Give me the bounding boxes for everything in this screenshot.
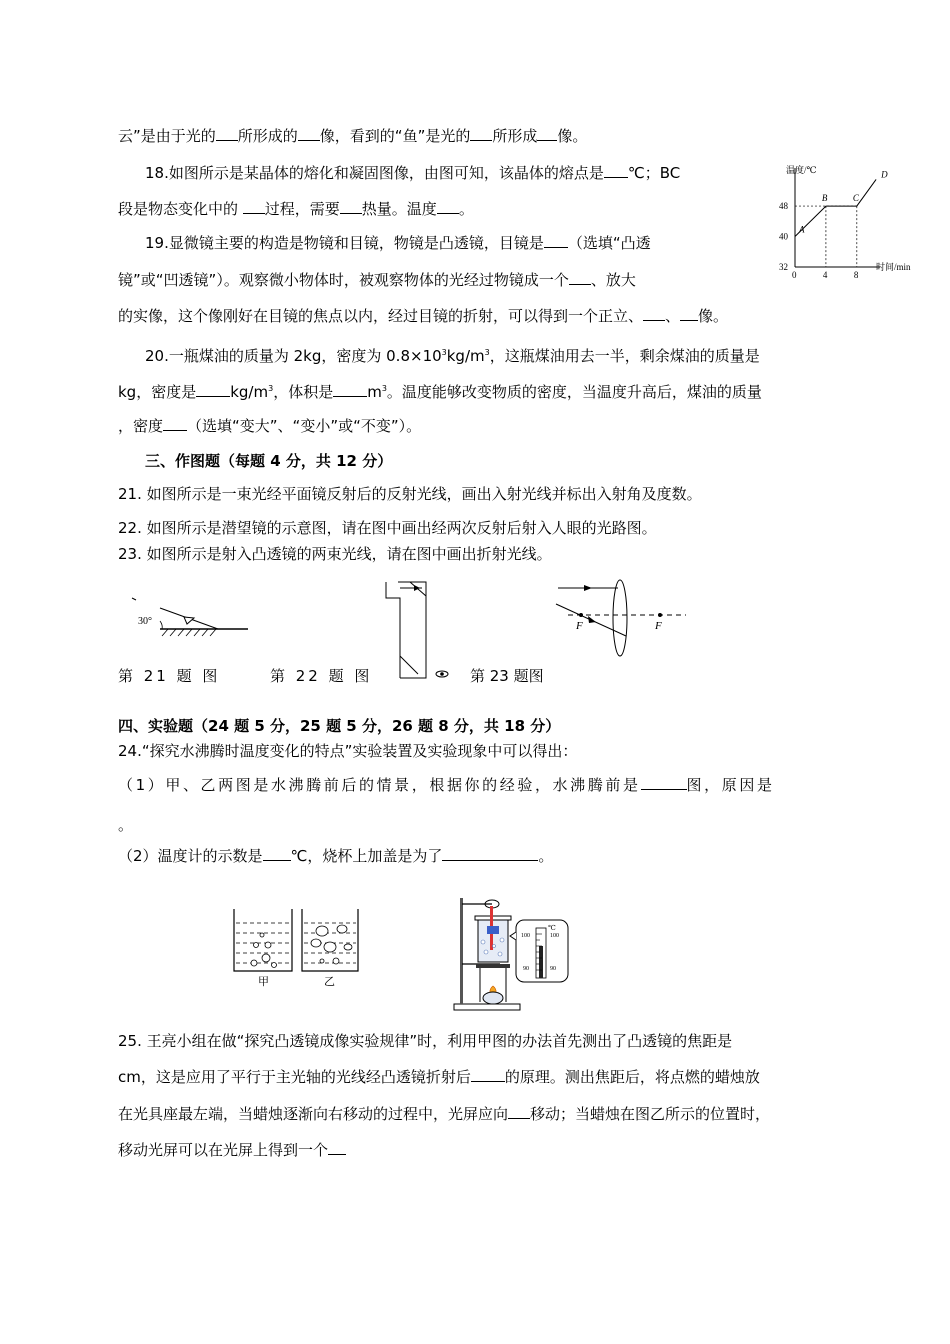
melting-graph [762, 160, 932, 280]
graph-ylabel: 温度/℃ [786, 165, 817, 175]
graph-point-label: B [821, 193, 828, 204]
q19-line1: 19.显微镜主要的构造是物镜和目镜，物镜是凸透镜，目镜是 （选填“凸透 [145, 234, 651, 252]
fig21-angle-label: 30° [138, 616, 152, 627]
section4-title: 四、实验题（24 题 5 分，25 题 5 分，26 题 8 分，共 18 分） [118, 717, 561, 735]
beakers-figure [226, 903, 366, 987]
graph-y-tick: 32 [779, 262, 788, 272]
q17-line: 云”是由于光的 所形成的 像，看到的“鱼”是光的 所形成 像。 [118, 127, 588, 145]
focus-right-label: F [655, 620, 662, 632]
label-yi: 乙 [324, 976, 335, 987]
graph-xlabel: 时间/min [876, 262, 911, 272]
graph-x-tick: 0 [792, 270, 797, 280]
q24-p1: （1）甲、乙两图是水沸腾前后的情景，根据你的经验，水沸腾前是 图，原因是 [118, 776, 775, 794]
lens-shape [613, 580, 627, 656]
thermo-90-left: 90 [523, 966, 529, 972]
q24-intro: 24.“探究水沸腾时温度变化的特点”实验装置及实验现象中可以得出： [118, 742, 578, 760]
eye-icon [436, 671, 448, 677]
graph-point-label: A [799, 224, 805, 235]
thermo-unit: ℃ [548, 924, 556, 932]
q19-line2: 镜”或“凹透镜”）。观察微小物体时，被观察物体的光经过物镜成一个 、放大 [118, 271, 636, 289]
section3-title: 三、作图题（每题 4 分，共 12 分） [145, 452, 393, 470]
q25-line3: 在光具座最左端，当蜡烛逐渐向右移动的过程中，光屏应向 移动；当蜡烛在图乙所示的位置时， [118, 1105, 771, 1123]
graph-x-tick: 8 [853, 270, 859, 280]
graph-y-tick: 40 [779, 231, 788, 242]
thermo-90-right: 90 [550, 966, 556, 972]
q20-line3: ，密度 （选填“变大”、“变小”或“不变”）。 [118, 417, 422, 435]
fig22-periscope [378, 578, 458, 682]
graph-point-label: D [881, 169, 888, 180]
graph-series-line [795, 179, 876, 236]
thermo-100-left: 100 [521, 933, 530, 939]
q20-line1: 20.一瓶煤油的质量为 2kg，密度为 $0.8\times 10^3kg/m^3$，这瓶煤油用去一半，剩余煤油的质量是 [145, 347, 760, 365]
q25-line1: 25. 王亮小组在做“探究凸透镜成像实验规律”时，利用甲图的办法首先测出了凸透镜的焦距是 [118, 1032, 733, 1050]
q22-text: 22. 如图所示是潜望镜的示意图，请在图中画出经两次反射后射入人眼的光路图。 [118, 519, 657, 537]
beaker-jia [234, 909, 292, 971]
q24-p1-end: 。 [118, 816, 134, 834]
q20-line2: kg，密度是 $kg/m^3$，体积是 $m^3$。温度能够改变物质的密度，当温度升高后，煤油的质量 [118, 383, 762, 401]
q19-line3: 的实像，这个像刚好在目镜的焦点以内，经过目镜的折射，可以得到一个正立、 、 像。 [118, 307, 729, 325]
q21-text: 21. 如图所示是一束光经平面镜反射后的反射光线，画出入射光线并标出入射角及度数。 [118, 485, 702, 503]
graph-point-label: C [852, 193, 859, 204]
q25-line2: cm，这是应用了平行于主光轴的光线经凸透镜折射后 的原理。测出焦距后，将点燃的蜡烛放 [118, 1068, 760, 1086]
focus-left-label: F [576, 620, 583, 632]
q25-line4: 移动光屏可以在光屏上得到一个 [118, 1140, 346, 1160]
caption-fig23: 第 23 题图 [470, 667, 544, 685]
q24-p2: （2）温度计的示数是 ℃，烧杯上加盖是为了 。 [118, 847, 554, 865]
fig23-convex-lens [548, 578, 698, 660]
beaker-yi [302, 909, 358, 971]
fig21-mirror [120, 592, 255, 642]
q18-line1: 18.如图所示是某晶体的熔化和凝固图像，由图可知，该晶体的熔点是 ℃；BC [145, 164, 681, 182]
label-jia: 甲 [258, 976, 269, 987]
thermo-100-right: 100 [550, 933, 559, 939]
graph-x-tick: 4 [822, 270, 828, 280]
caption-fig22: 第 22 题 图 [270, 667, 373, 685]
graph-y-tick: 48 [779, 201, 788, 212]
q18-line2: 段是物态变化中的 过程，需要 热量。温度 。 [118, 200, 474, 218]
boiling-apparatus [450, 890, 580, 1014]
q23-text: 23. 如图所示是射入凸透镜的两束光线，请在图中画出折射光线。 [118, 545, 552, 563]
caption-fig21: 第 21 题 图 [118, 667, 221, 685]
